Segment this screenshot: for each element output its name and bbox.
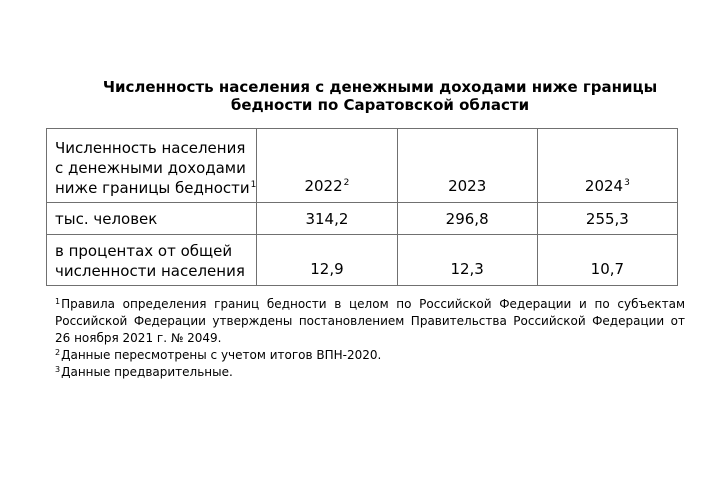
poverty-table xyxy=(46,128,678,286)
footnote-1 xyxy=(55,296,685,347)
footnote-mark: 1 xyxy=(55,297,61,306)
row-label-cell xyxy=(47,235,257,286)
table-row xyxy=(47,235,678,286)
footnote-text: Данные предварительные. xyxy=(61,365,233,379)
header-label-line: Численность населения xyxy=(55,139,246,157)
value-cell: 12,9 xyxy=(257,235,397,286)
footnote-2 xyxy=(55,347,685,364)
footnote-text: Правила определения границ бедности в целом по Российской Федерации и по субъектам Российской Федерации утверждены постановлением Правительства Российской Федерации от 26 ноября 2021 г. № 2049. xyxy=(55,297,685,345)
page-title xyxy=(80,78,680,114)
header-year-2024: 2024$^3$ xyxy=(537,129,677,203)
table-row xyxy=(47,203,678,235)
footnote-3 xyxy=(55,364,685,381)
footnote-mark: 2 xyxy=(55,348,61,357)
footnote-mark: 2 xyxy=(343,178,350,188)
footnote-mark: 1 xyxy=(250,180,257,190)
footnote-text: Данные пересмотрены с учетом итогов ВПН-2020. xyxy=(61,348,382,362)
title-line-1: Численность населения с денежными доходами ниже границы xyxy=(102,78,658,96)
header-label-cell xyxy=(47,129,257,203)
footnotes xyxy=(55,296,685,381)
header-year-2023: 2023 xyxy=(397,129,537,203)
title-line-2: бедности по Саратовской области xyxy=(230,96,530,114)
value-cell: 10,7 xyxy=(537,235,677,286)
value-cell: 255,3 xyxy=(537,203,677,235)
table-header-row xyxy=(47,129,678,203)
row-label: численности населения xyxy=(55,262,245,280)
value-cell: 296,8 xyxy=(397,203,537,235)
footnote-mark: 3 xyxy=(55,365,61,374)
header-year-2022: 2022$^2$ xyxy=(257,129,397,203)
row-label: тыс. человек xyxy=(55,209,158,228)
row-label-cell xyxy=(47,203,257,235)
footnote-mark: 3 xyxy=(624,178,630,188)
row-label: в процентах от общей xyxy=(55,242,233,260)
value-cell: 314,2 xyxy=(257,203,397,235)
header-label-line: с денежными доходами xyxy=(55,159,246,177)
header-label-line: ниже границы бедности$^1$ xyxy=(55,179,257,197)
value-cell: 12,3 xyxy=(397,235,537,286)
